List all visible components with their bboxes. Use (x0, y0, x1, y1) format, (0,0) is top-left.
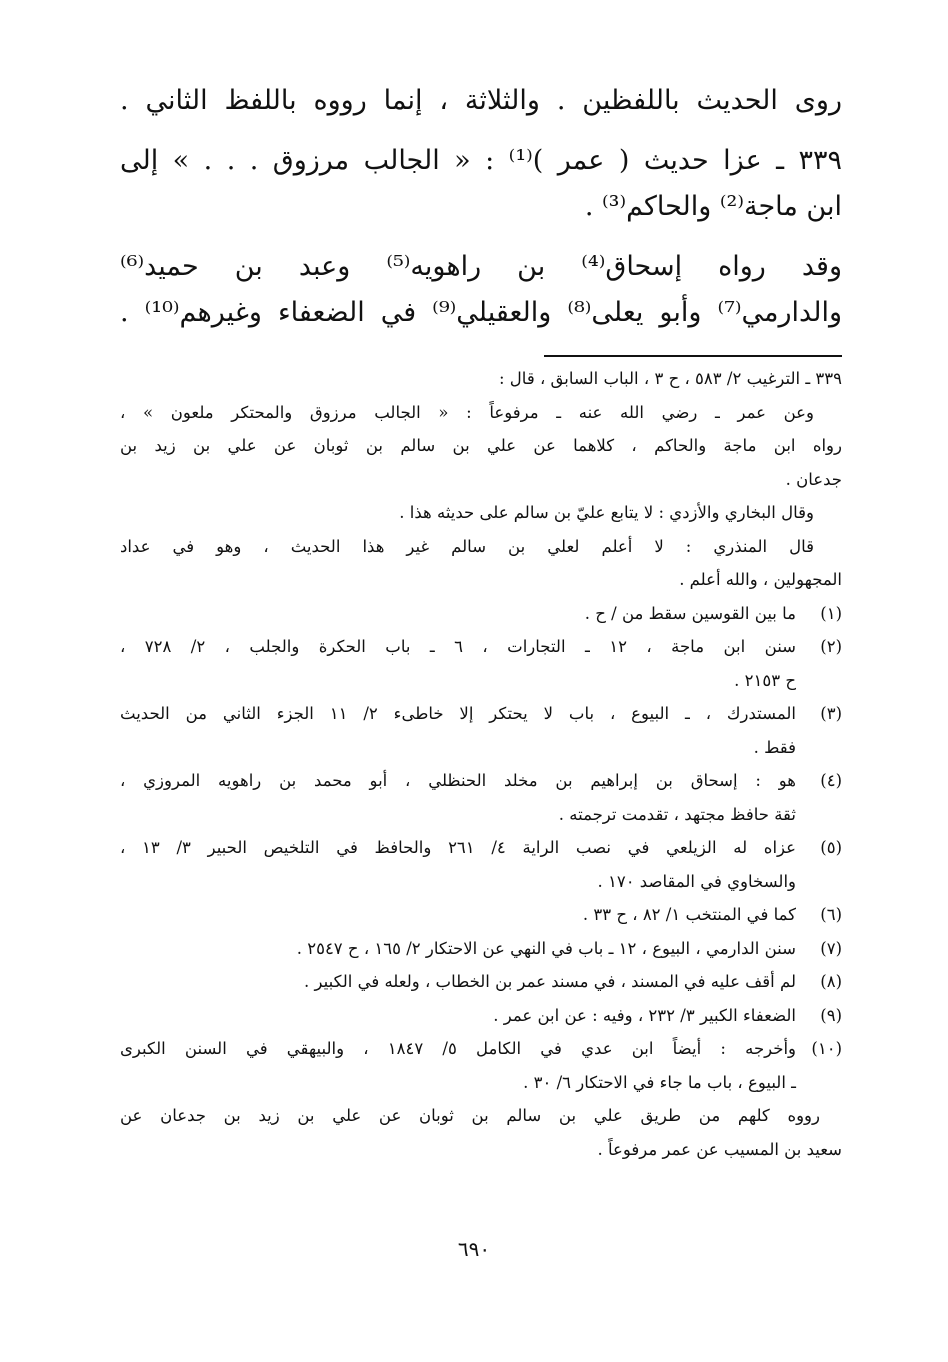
footnote-text: كما في المنتخب ١/ ٨٢ ، ح ٣٣ . (582, 905, 796, 924)
footnote-text: ما بين القوسين سقط من / ح . (584, 603, 796, 623)
commentary-line: وقال البخاري والأزدي : لا يتابع عليّ بن سالم على حديثه هذا . (399, 503, 814, 522)
footnote-number: (٧) (820, 938, 842, 958)
commentary-line: قال المنذري : لا أعلم لعلي بن سالم غير هذا الحديث ، وهو في عداد (120, 536, 814, 556)
footnote-divider (544, 355, 842, 357)
footnote-text: ح ٢١٥٣ . (734, 670, 796, 690)
main-text-line: وقد رواه إسحاق⁽⁴⁾ بن راهويه⁽⁵⁾ وعبد بن حميد⁽⁶⁾ (120, 251, 842, 282)
footnote-item (120, 932, 842, 966)
footnote-number: (٤) (820, 771, 842, 790)
commentary-line: المجهولين ، والله أعلم . (679, 570, 842, 589)
footnote-text: ثقة حافظ مجتهد ، تقدمت ترجمته . (558, 804, 796, 824)
footnote-text: هو : إسحاق بن إبراهيم بن مخلد الحنظلي ، أبو محمد بن راهويه المروزي ، (120, 771, 796, 790)
footnote-text: عزاه له الزيلعي في نصب الراية ٤/ ٢٦١ والحافظ في التلخيص الحبير ٣/ ١٣ ، (120, 838, 796, 857)
footnote-text: لم أقف عليه في المسند ، في مسند عمر بن الخطاب ، ولعله في الكبير . (304, 972, 796, 991)
commentary-line: جدعان . (785, 469, 842, 489)
footnote-item (120, 630, 842, 697)
footnote-number: (٩) (820, 1005, 842, 1025)
page-number: ٦٩٠ (457, 1237, 491, 1261)
closing-line: سعيد بن المسيب عن عمر مرفوعاً . (597, 1139, 842, 1159)
footnote-item (120, 965, 842, 999)
commentary-line: ٣٣٩ ـ الترغيب ٢/ ٥٨٣ ، ح ٣ ، الباب السابق ، قال : (499, 369, 842, 388)
main-text-line: روى الحديث باللفظين . والثلاثة ، إنما رووه باللفظ الثاني . (120, 85, 842, 116)
commentary-line: وعن عمر ـ رضي الله عنه ـ مرفوعاً : « الجالب مرزوق والمحتكر ملعون » ، (120, 402, 814, 422)
footnote-item (120, 1032, 842, 1099)
footnote-text: ـ البيوع ، باب ما جاء في الاحتكار ٦/ ٣٠ . (523, 1072, 796, 1092)
footnote-text: والسخاوي في المقاصد ١٧٠ . (597, 871, 796, 891)
footnote-item (120, 898, 842, 932)
closing-line: رووه كلهم من طريق علي بن سالم بن ثوبان عن علي بن زيد بن جدعان عن (120, 1106, 820, 1125)
footnote-item (120, 597, 842, 631)
main-text-line: ٣٣٩ ـ عزا حديث ( عمر )⁽¹⁾ : « الجالب مرزوق . . . » إلى (120, 145, 843, 176)
footnote-text: سنن ابن ماجة ، ١٢ ـ التجارات ، ٦ ـ باب الحكرة والجلب ، ٢/ ٧٢٨ ، (120, 637, 796, 656)
footnote-number: (٢) (820, 637, 842, 656)
footnote-number: (٣) (820, 704, 842, 723)
footnote-number: (١) (820, 603, 842, 623)
footnote-item (120, 697, 842, 764)
footnote-text: فقط . (753, 737, 796, 757)
footnote-number: (٥) (820, 838, 842, 857)
main-text-line: والدارمي⁽⁷⁾ وأبو يعلى⁽⁸⁾ والعقيلي⁽⁹⁾ في الضعفاء وغيرهم⁽¹⁰⁾ . (120, 297, 842, 328)
commentary-line: رواه ابن ماجة والحاكم ، كلاهما عن علي بن سالم بن ثوبان عن علي بن زيد بن (120, 436, 842, 455)
footnote-text: وأخرجه : أيضاً ابن عدي في الكامل ٥/ ١٨٤٧ ، والبيهقي في السنن الكبرى (120, 1039, 796, 1058)
footnote-item (120, 764, 842, 831)
footnote-number: (٨) (820, 972, 842, 991)
footnote-text: سنن الدارمي ، البيوع ، ١٢ ـ باب في النهي عن الاحتكار ٢/ ١٦٥ ، ح ٢٥٤٧ . (296, 938, 796, 958)
footnote-number: (٦) (820, 905, 842, 924)
footnote-item (120, 831, 842, 898)
footnote-number: (١٠) (811, 1039, 842, 1058)
main-text-line: ابن ماجة⁽²⁾ والحاكم⁽³⁾ . (584, 191, 842, 222)
footnote-text: المستدرك ، ـ البيوع ، باب لا يحتكر إلا خاطىء ٢/ ١١ الجزء الثاني من الحديث (120, 704, 796, 723)
footnotes-section (120, 362, 842, 1166)
footnote-text: الضعفاء الكبير ٣/ ٢٣٢ ، وفيه : عن ابن عمر . (493, 1005, 796, 1025)
page-content (120, 78, 842, 1278)
footnote-item (120, 999, 842, 1033)
